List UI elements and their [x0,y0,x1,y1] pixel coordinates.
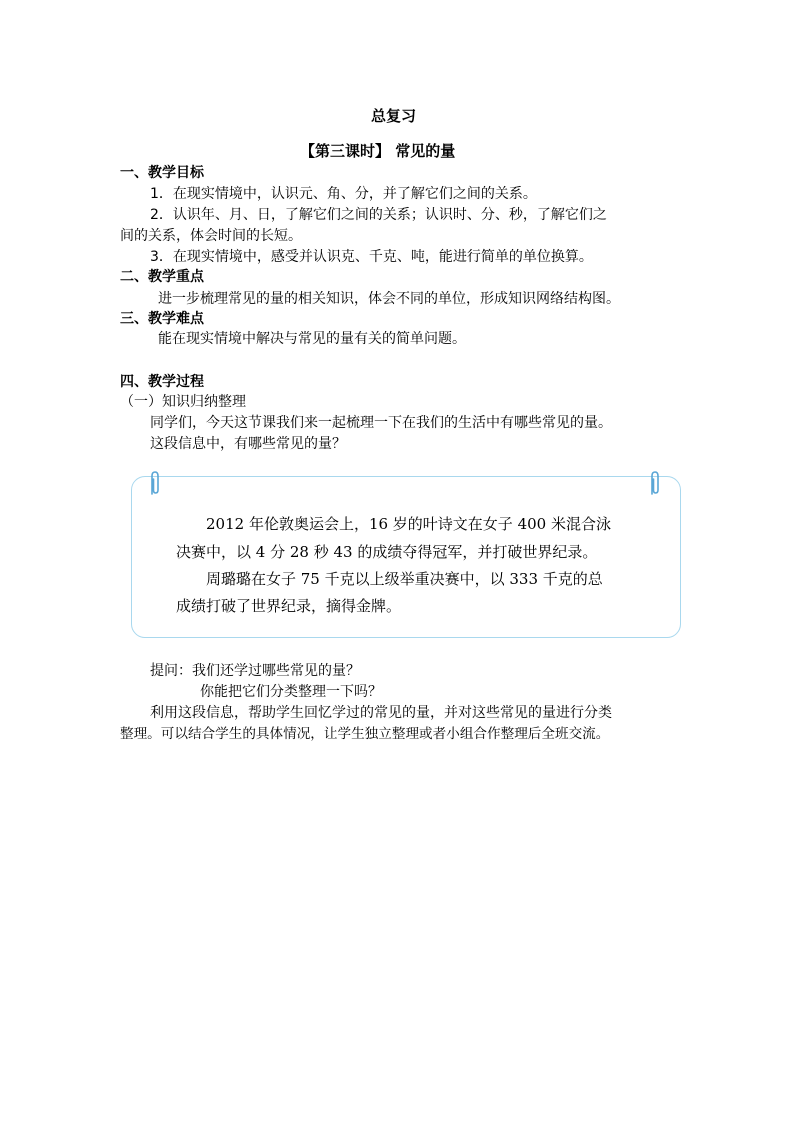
section-heading-process: 四、教学过程 [120,374,204,390]
box-line: 成绩打破了世界纪录，摘得金牌。 [176,597,402,615]
paper-clip-icon [148,470,162,496]
page-title: 总复习 [371,107,417,125]
paragraph-line: 这段信息中，有哪些常见的量？ [150,436,346,452]
lesson-subtitle: 【第三课时】 常见的量 [300,142,456,160]
box-line: 周璐璐在女子 75 千克以上级举重决赛中，以 333 千克的总 [206,570,603,588]
objective-item: 2．认识年、月、日，了解它们之间的关系；认识时、分、秒，了解它们之 [150,207,607,223]
paper-clip-icon [648,470,662,496]
paragraph-line: 同学们，今天这节课我们来一起梳理一下在我们的生活中有哪些常见的量。 [150,415,612,431]
box-line: 2012 年伦敦奥运会上，16 岁的叶诗文在女子 400 米混合泳 [206,515,611,533]
box-line: 决赛中，以 4 分 28 秒 43 的成绩夺得冠军，并打破世界纪录。 [176,543,598,561]
paragraph-line: 利用这段信息，帮助学生回忆学过的常见的量，并对这些常见的量进行分类 [150,705,612,721]
question-line: 你能把它们分类整理一下吗？ [200,684,382,700]
section-heading-objectives: 一、教学目标 [120,165,204,181]
paragraph-line: 整理。可以结合学生的具体情况，让学生独立整理或者小组合作整理后全班交流。 [120,726,610,742]
key-points-text: 进一步梳理常见的量的相关知识，体会不同的单位，形成知识网络结构图。 [158,291,620,307]
subsection-heading: （一）知识归纳整理 [120,394,246,410]
question-line: 提问：我们还学过哪些常见的量？ [150,663,360,679]
objective-item-continued: 间的关系，体会时间的长短。 [120,228,302,244]
difficulties-text: 能在现实情境中解决与常见的量有关的简单问题。 [158,331,466,347]
section-heading-difficulties: 三、教学难点 [120,311,204,327]
objective-item: 1．在现实情境中，认识元、角、分，并了解它们之间的关系。 [150,186,537,202]
section-heading-key-points: 二、教学重点 [120,269,204,285]
objective-item: 3．在现实情境中，感受并认识克、千克、吨，能进行简单的单位换算。 [150,249,593,265]
